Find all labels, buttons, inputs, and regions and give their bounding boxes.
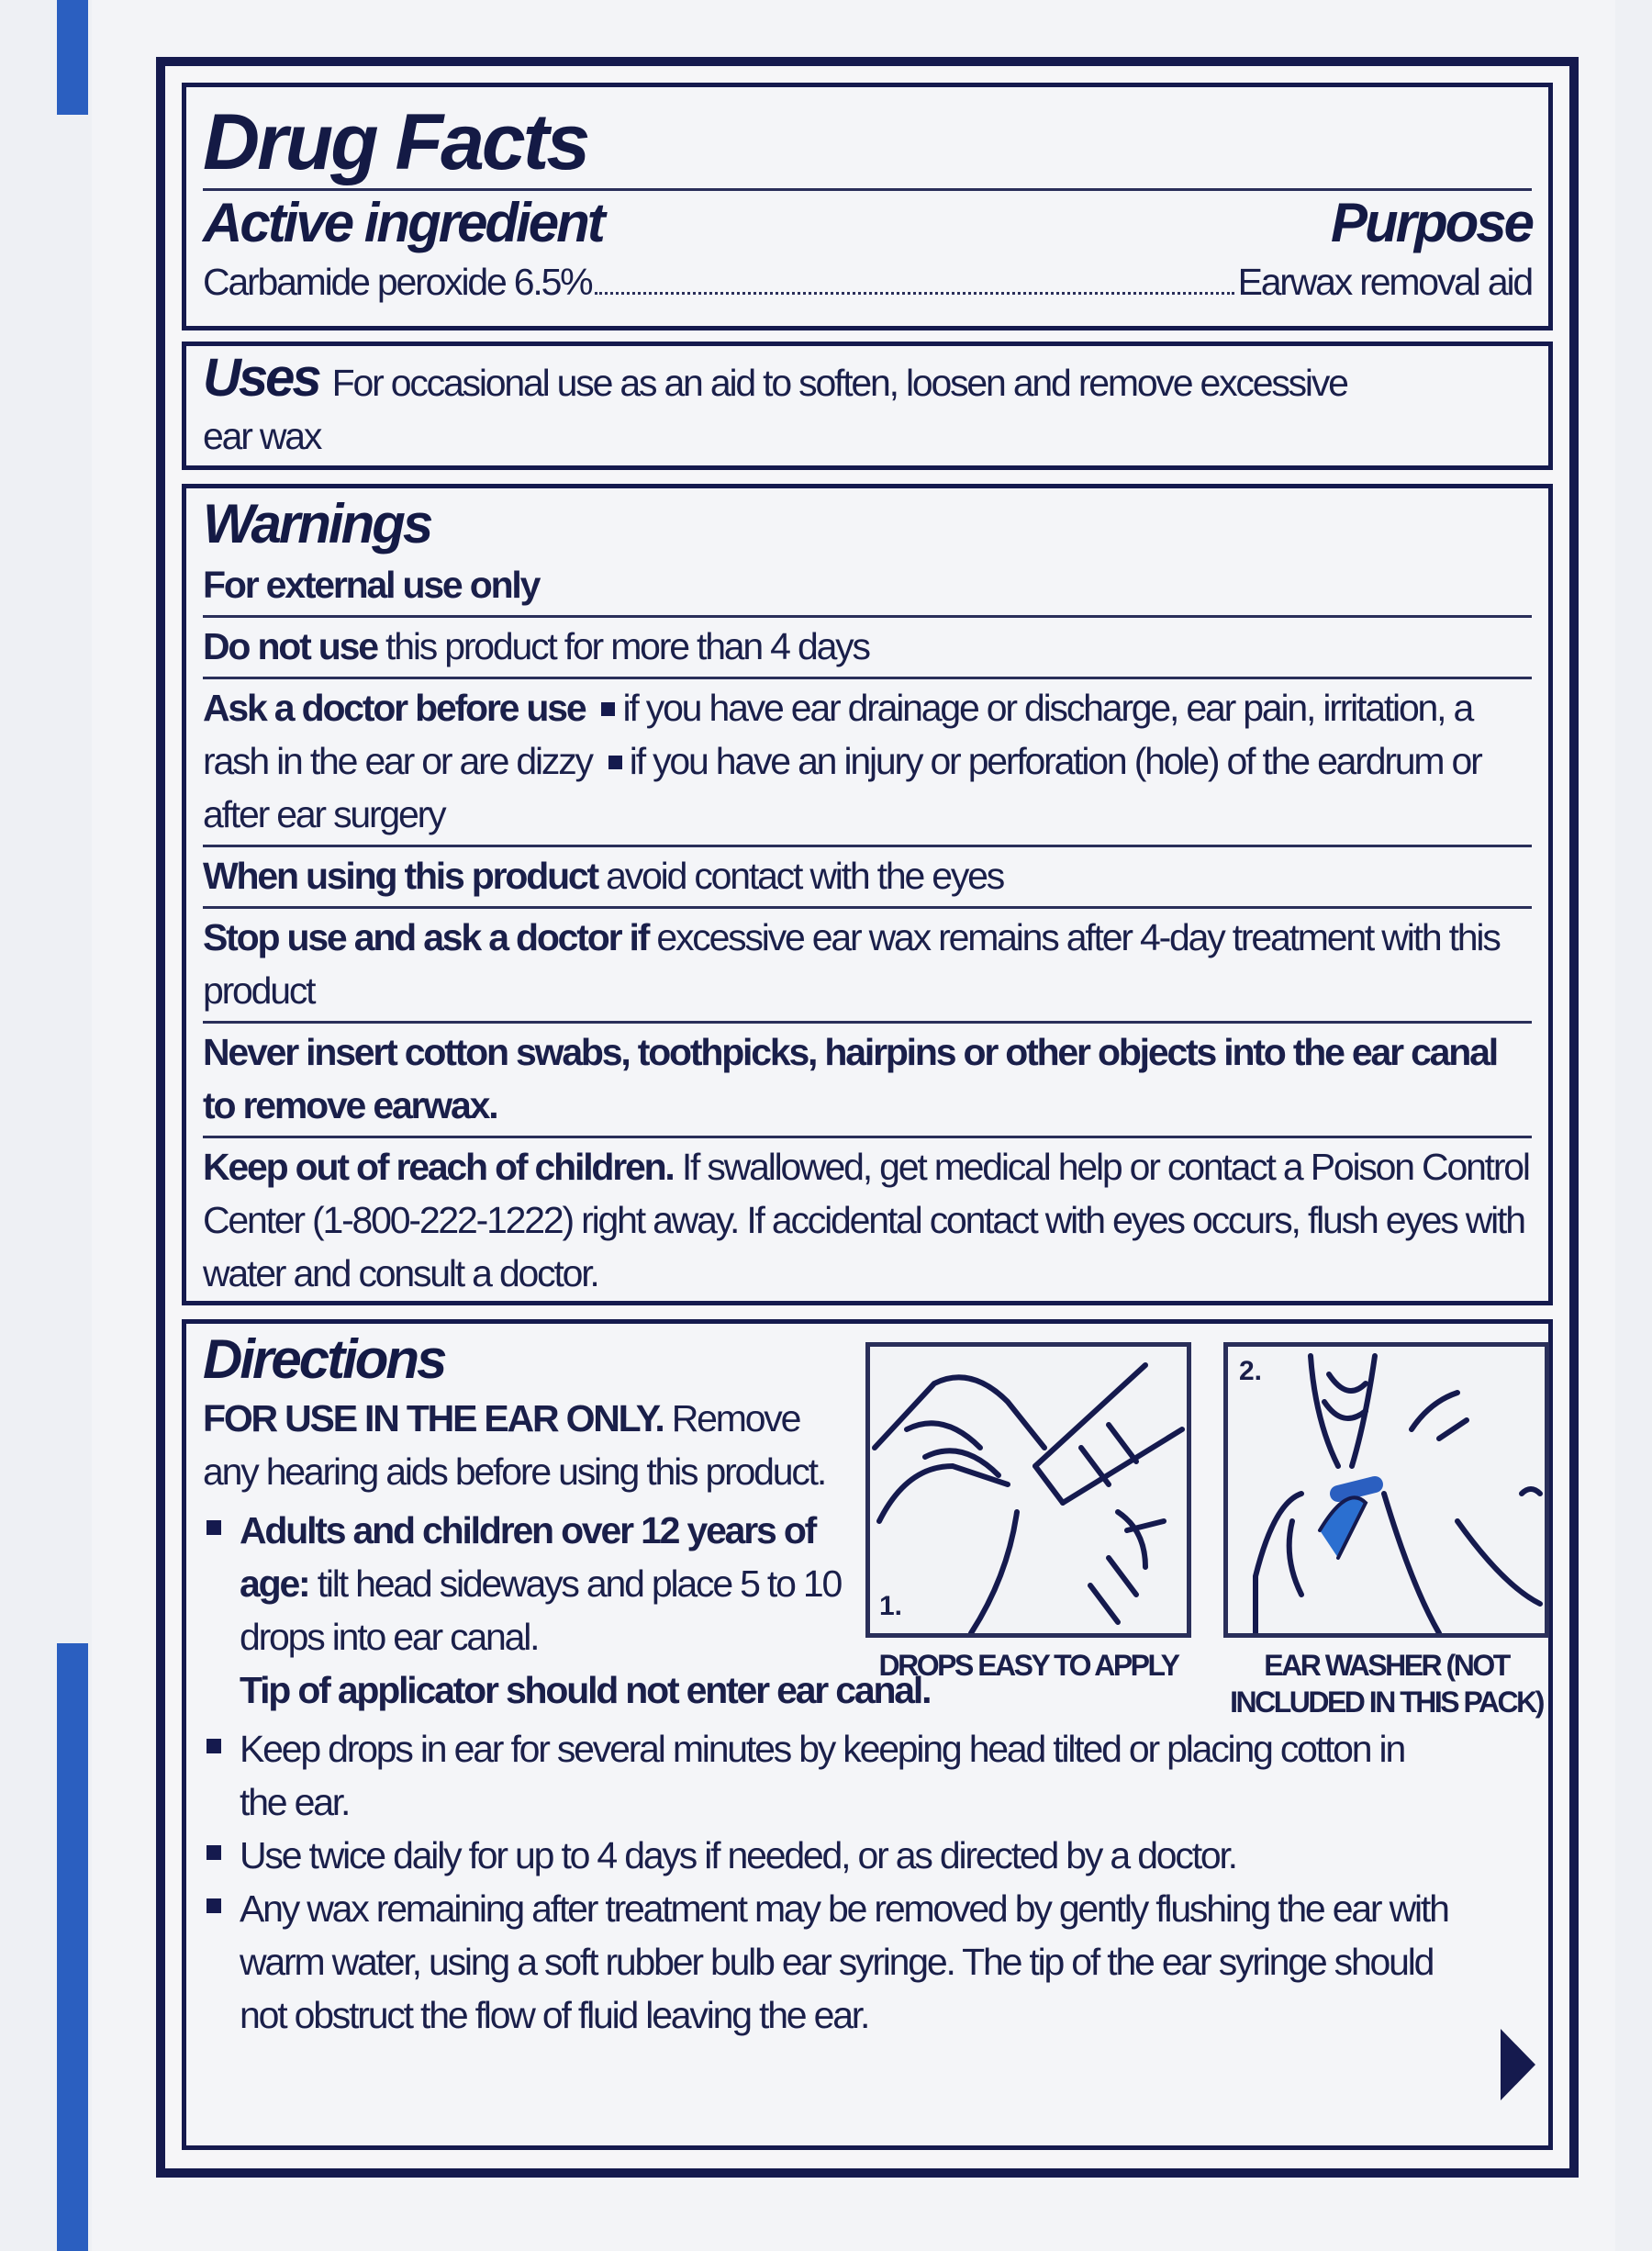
warning-lead: Stop use and ask a doctor if (203, 916, 649, 958)
illustration-ear-washer (1223, 1342, 1549, 1638)
uses-section (182, 342, 1553, 470)
adults-tip: Tip of applicator should not enter ear canal. (240, 1669, 931, 1711)
warnings-heading: Warnings (203, 493, 431, 554)
drug-facts-title: Drug Facts (203, 98, 588, 186)
intro-lead: FOR USE IN THE EAR ONLY. (203, 1397, 664, 1439)
illustration-caption: EAR WASHER (NOT INCLUDED IN THIS PACK) (1230, 1649, 1543, 1719)
warning-lead: Do not use (203, 625, 377, 667)
warning-text: avoid contact with the eyes (597, 855, 1004, 897)
package-edge-stripe (57, 1643, 88, 2251)
active-ingredient-heading: Active ingredient (203, 192, 603, 253)
when-using-warning (203, 847, 1532, 909)
ask-doctor-warning (203, 679, 1532, 847)
illustration-drops (865, 1342, 1191, 1638)
warning-text: this product for more than 4 days (376, 625, 869, 667)
warning-text: If swallowed, get medical help or contact a Poison Control Center (1-800-222-1222) right away. If accidental contact with eyes occurs, flush eyes with water and consult a doctor. (203, 1146, 1529, 1294)
warning-text: excessive ear wax remains after 4-day treatment with this product (203, 916, 1500, 1012)
stop-use-warning (203, 909, 1532, 1024)
package-edge-stripe (57, 0, 88, 115)
illustration-number: 1. (879, 1591, 903, 1621)
drug-facts-panel (156, 57, 1579, 2178)
directions-heading: Directions (203, 1328, 445, 1390)
direction-item: Any wax remaining after treatment may be removed by gently flushing the ear with warm water, using a soft rubber bulb ear syringe. The tip of the ear syringe should not obstruct the flow of fluid leaving the ear. (203, 1882, 1532, 2042)
dot-leader (595, 264, 1233, 295)
external-use-warning: For external use only (203, 556, 1532, 618)
do-not-use-warning (203, 618, 1532, 679)
warnings-section (182, 484, 1553, 1305)
directions-intro (203, 1392, 845, 1498)
adults-text: tilt head sideways and place 5 to 10 drops into ear canal. (240, 1562, 842, 1658)
ear-drops-illustration (870, 1347, 1187, 1633)
keep-out-warning (203, 1138, 1532, 1304)
warning-item: if you have ear drainage or discharge, ear pain, irritation, a rash in the ear or are dizzy (203, 687, 1473, 782)
illustration-caption: DROPS EASY TO APPLY (878, 1649, 1178, 1682)
warning-lead: Ask a doctor before use (203, 687, 586, 729)
ingredient-purpose: Earwax removal aid (1237, 261, 1532, 303)
intro-text: Remove any hearing aids before using this product. (203, 1397, 826, 1493)
uses-text: For occasional use as an aid to soften, loosen and remove excessive ear wax (203, 362, 1347, 457)
uses-heading: Uses (203, 348, 319, 408)
ear-washer-illustration (1228, 1347, 1545, 1633)
direction-item: Keep drops in ear for several minutes by keeping head tilted or placing cotton in the ear. (203, 1722, 1532, 1829)
never-insert-warning: Never insert cotton swabs, toothpicks, hairpins or other objects into the ear canal to remove earwax. (203, 1024, 1532, 1138)
warning-item: if you have an injury or perforation (hole) of the eardrum or after ear surgery (203, 740, 1481, 835)
directions-section (182, 1319, 1553, 2150)
illustration-number: 2. (1239, 1356, 1263, 1386)
continue-arrow-icon (1497, 2025, 1539, 2104)
active-ingredient-section (182, 83, 1553, 330)
purpose-heading: Purpose (1330, 192, 1532, 253)
direction-item: Use twice daily for up to 4 days if needed, or as directed by a doctor. (203, 1829, 1532, 1882)
warning-lead: Keep out of reach of children. (203, 1146, 674, 1188)
warning-lead: When using this product (203, 855, 597, 897)
adults-lead: Adults and children over 12 years of age: (240, 1509, 816, 1605)
bullet-icon (608, 756, 622, 769)
bullet-icon (601, 702, 615, 716)
ingredient-name: Carbamide peroxide 6.5% (203, 261, 592, 303)
